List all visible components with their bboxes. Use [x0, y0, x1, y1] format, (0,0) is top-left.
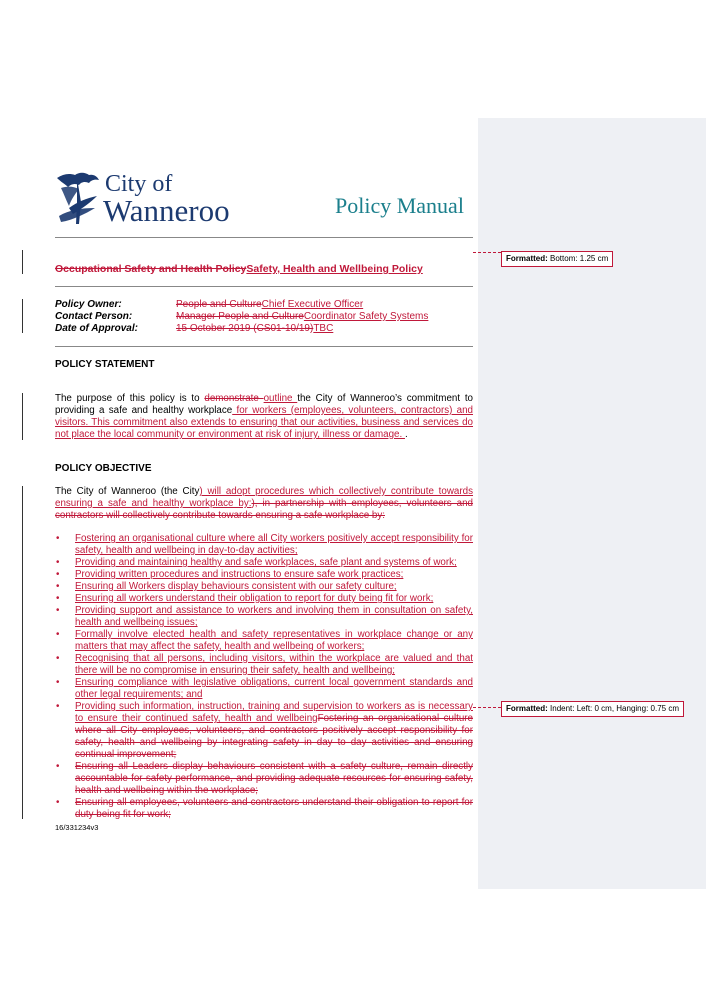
- bullet-deleted-text: Fostering an organisational culture where all City employees, volunteers, and contractors positively accept responsibility for safety, health and wellbeing by integrating safety in day to day activities and ensuring continual improvement;: [75, 713, 473, 760]
- change-bar: [22, 250, 23, 274]
- change-bar: [22, 299, 23, 333]
- bullet-inserted-text: Providing written procedures and instructions to ensure safe work practices;: [75, 569, 404, 580]
- policy-statement-paragraph: [55, 393, 473, 441]
- list-item: [55, 557, 473, 569]
- bullet-inserted-text: Fostering an organisational culture where all City workers positively accept responsibility for safety, health and wellbeing in day-to-day activities;: [75, 533, 473, 556]
- policy-statement-heading: POLICY STATEMENT: [55, 359, 155, 370]
- bullet-icon: •: [56, 605, 60, 616]
- meta-label: Date of Approval:: [55, 323, 138, 334]
- list-item: [55, 569, 473, 581]
- meta-value-deleted: 15 October 2019 (CS01-10/19): [176, 323, 314, 334]
- meta-value-inserted: Coordinator Safety Systems: [303, 311, 429, 322]
- objective-inserted-text: ) will adopt procedures which collectively contribute towards ensuring a safe and healthy workplace by:: [55, 486, 473, 509]
- list-item: [55, 761, 473, 797]
- bullet-inserted-text: Ensuring all workers understand their obligation to report for duty being fit for work;: [75, 593, 434, 604]
- bullet-icon: •: [56, 797, 60, 808]
- policy-objective-heading: POLICY OBJECTIVE: [55, 463, 152, 474]
- bullet-icon: •: [56, 677, 60, 688]
- policy-objective-paragraph: [55, 486, 473, 522]
- bullet-icon: •: [56, 593, 60, 604]
- policy-manual-title: Policy Manual: [335, 193, 464, 218]
- comment-label: Formatted:: [506, 704, 548, 713]
- meta-label: Contact Person:: [55, 311, 133, 322]
- policy-title-deleted: Occupational Safety and Health Policy: [55, 263, 247, 275]
- bullet-icon: •: [56, 701, 60, 712]
- markup-pane: [478, 118, 706, 889]
- statement-inserted-text: for workers (employees, volunteers, contractors) and visitors. This commitment also extends to ensuring that our activities, business and services do not place the local community or environment at risk of injury, illness or damage.: [55, 405, 473, 440]
- bullet-inserted-text: Providing such information, instruction, training and supervision to workers as is necessary to ensure their continued safety, health and wellbeing: [75, 701, 473, 724]
- meta-value: [176, 299, 363, 311]
- format-comment-balloon[interactable]: [501, 701, 684, 717]
- meta-row-date-of-approval: [55, 323, 475, 335]
- statement-text: .: [404, 429, 408, 440]
- bullet-icon: •: [56, 629, 60, 640]
- list-item: [55, 677, 473, 701]
- bullet-inserted-text: Recognising that all persons, including visitors, within the workplace are valued and that there will be no compromise in ensuring their safety, health and wellbeing;: [75, 653, 473, 676]
- list-item: [55, 629, 473, 653]
- comment-text: Bottom: 1.25 cm: [550, 254, 609, 263]
- meta-divider: [55, 346, 473, 347]
- logo-text-city-of: City of: [105, 171, 173, 197]
- bullet-inserted-text: Formally involve elected health and safety representatives in workplace change or any matters that may affect the safety, health and wellbeing of workers;: [75, 629, 473, 652]
- objective-bullet-list: [55, 533, 473, 821]
- bullet-icon: •: [56, 653, 60, 664]
- document-reference: 16/331234v3: [55, 823, 99, 832]
- statement-inserted-text: outline: [263, 393, 298, 404]
- list-item: [55, 581, 473, 593]
- bullet-inserted-text: Providing support and assistance to workers and involving them in consultation on safety, health and wellbeing issues;: [75, 605, 473, 628]
- bullet-inserted-text: Ensuring all Workers display behaviours consistent with our safety culture;: [75, 581, 397, 592]
- list-item: [55, 653, 473, 677]
- bullet-icon: •: [56, 533, 60, 544]
- statement-text: the City of Wanneroo’s commitment to providing a safe and healthy workplace: [55, 393, 474, 416]
- change-bar: [22, 393, 23, 440]
- policy-title-inserted: Safety, Health and Wellbeing Policy: [246, 263, 423, 275]
- statement-deleted-text: demonstrate: [204, 393, 264, 404]
- list-item: [55, 605, 473, 629]
- meta-value-deleted: People and Culture: [176, 299, 262, 310]
- list-item: [55, 593, 473, 605]
- bullet-deleted-text: Ensuring all Leaders display behaviours consistent with a safety culture, remain directly accountable for safety performance, and providing adequate resources for ensuring safety, health and wellbeing within the workplace;: [75, 761, 473, 796]
- bullet-icon: •: [56, 581, 60, 592]
- bullet-deleted-text: Ensuring all employees, volunteers and contractors understand their obligation to report for duty being fit for work;: [75, 797, 473, 820]
- objective-deleted-text: ), in partnership with employees, volunteers and contractors will collectively contribute towards ensuring a safe workplace by:: [55, 498, 473, 521]
- meta-value-inserted: TBC: [313, 323, 334, 334]
- change-bar: [22, 486, 23, 819]
- bullet-icon: •: [56, 761, 60, 772]
- meta-value-deleted: Manager People and Culture: [176, 311, 304, 322]
- meta-row-contact-person: [55, 311, 475, 323]
- meta-row-policy-owner: [55, 299, 475, 311]
- bullet-inserted-text: Ensuring compliance with legislative obligations, current local government standards and other legal requirements; and: [75, 677, 473, 700]
- title-divider: [55, 286, 473, 287]
- comment-connector: [473, 252, 501, 253]
- meta-value: [176, 323, 333, 335]
- meta-label: Policy Owner:: [55, 299, 122, 310]
- bullet-icon: •: [56, 569, 60, 580]
- objective-text: The City of Wanneroo (the City: [55, 486, 200, 497]
- comment-connector: [473, 707, 501, 708]
- meta-value: [176, 311, 428, 323]
- bullet-icon: •: [56, 557, 60, 568]
- comment-label: Formatted:: [506, 254, 548, 263]
- meta-value-inserted: Chief Executive Officer: [261, 299, 364, 310]
- logo-text-wanneroo: Wanneroo: [103, 193, 230, 228]
- statement-text: The purpose of this policy is to: [55, 393, 205, 404]
- format-comment-balloon[interactable]: [501, 251, 613, 267]
- list-item: [55, 701, 473, 761]
- list-item: [55, 797, 473, 821]
- header-divider: [55, 237, 473, 238]
- comment-text: Indent: Left: 0 cm, Hanging: 0.75 cm: [550, 704, 679, 713]
- policy-title: [55, 262, 475, 276]
- bullet-inserted-text: Providing and maintaining healthy and safe workplaces, safe plant and systems of work;: [75, 557, 457, 568]
- list-item: [55, 533, 473, 557]
